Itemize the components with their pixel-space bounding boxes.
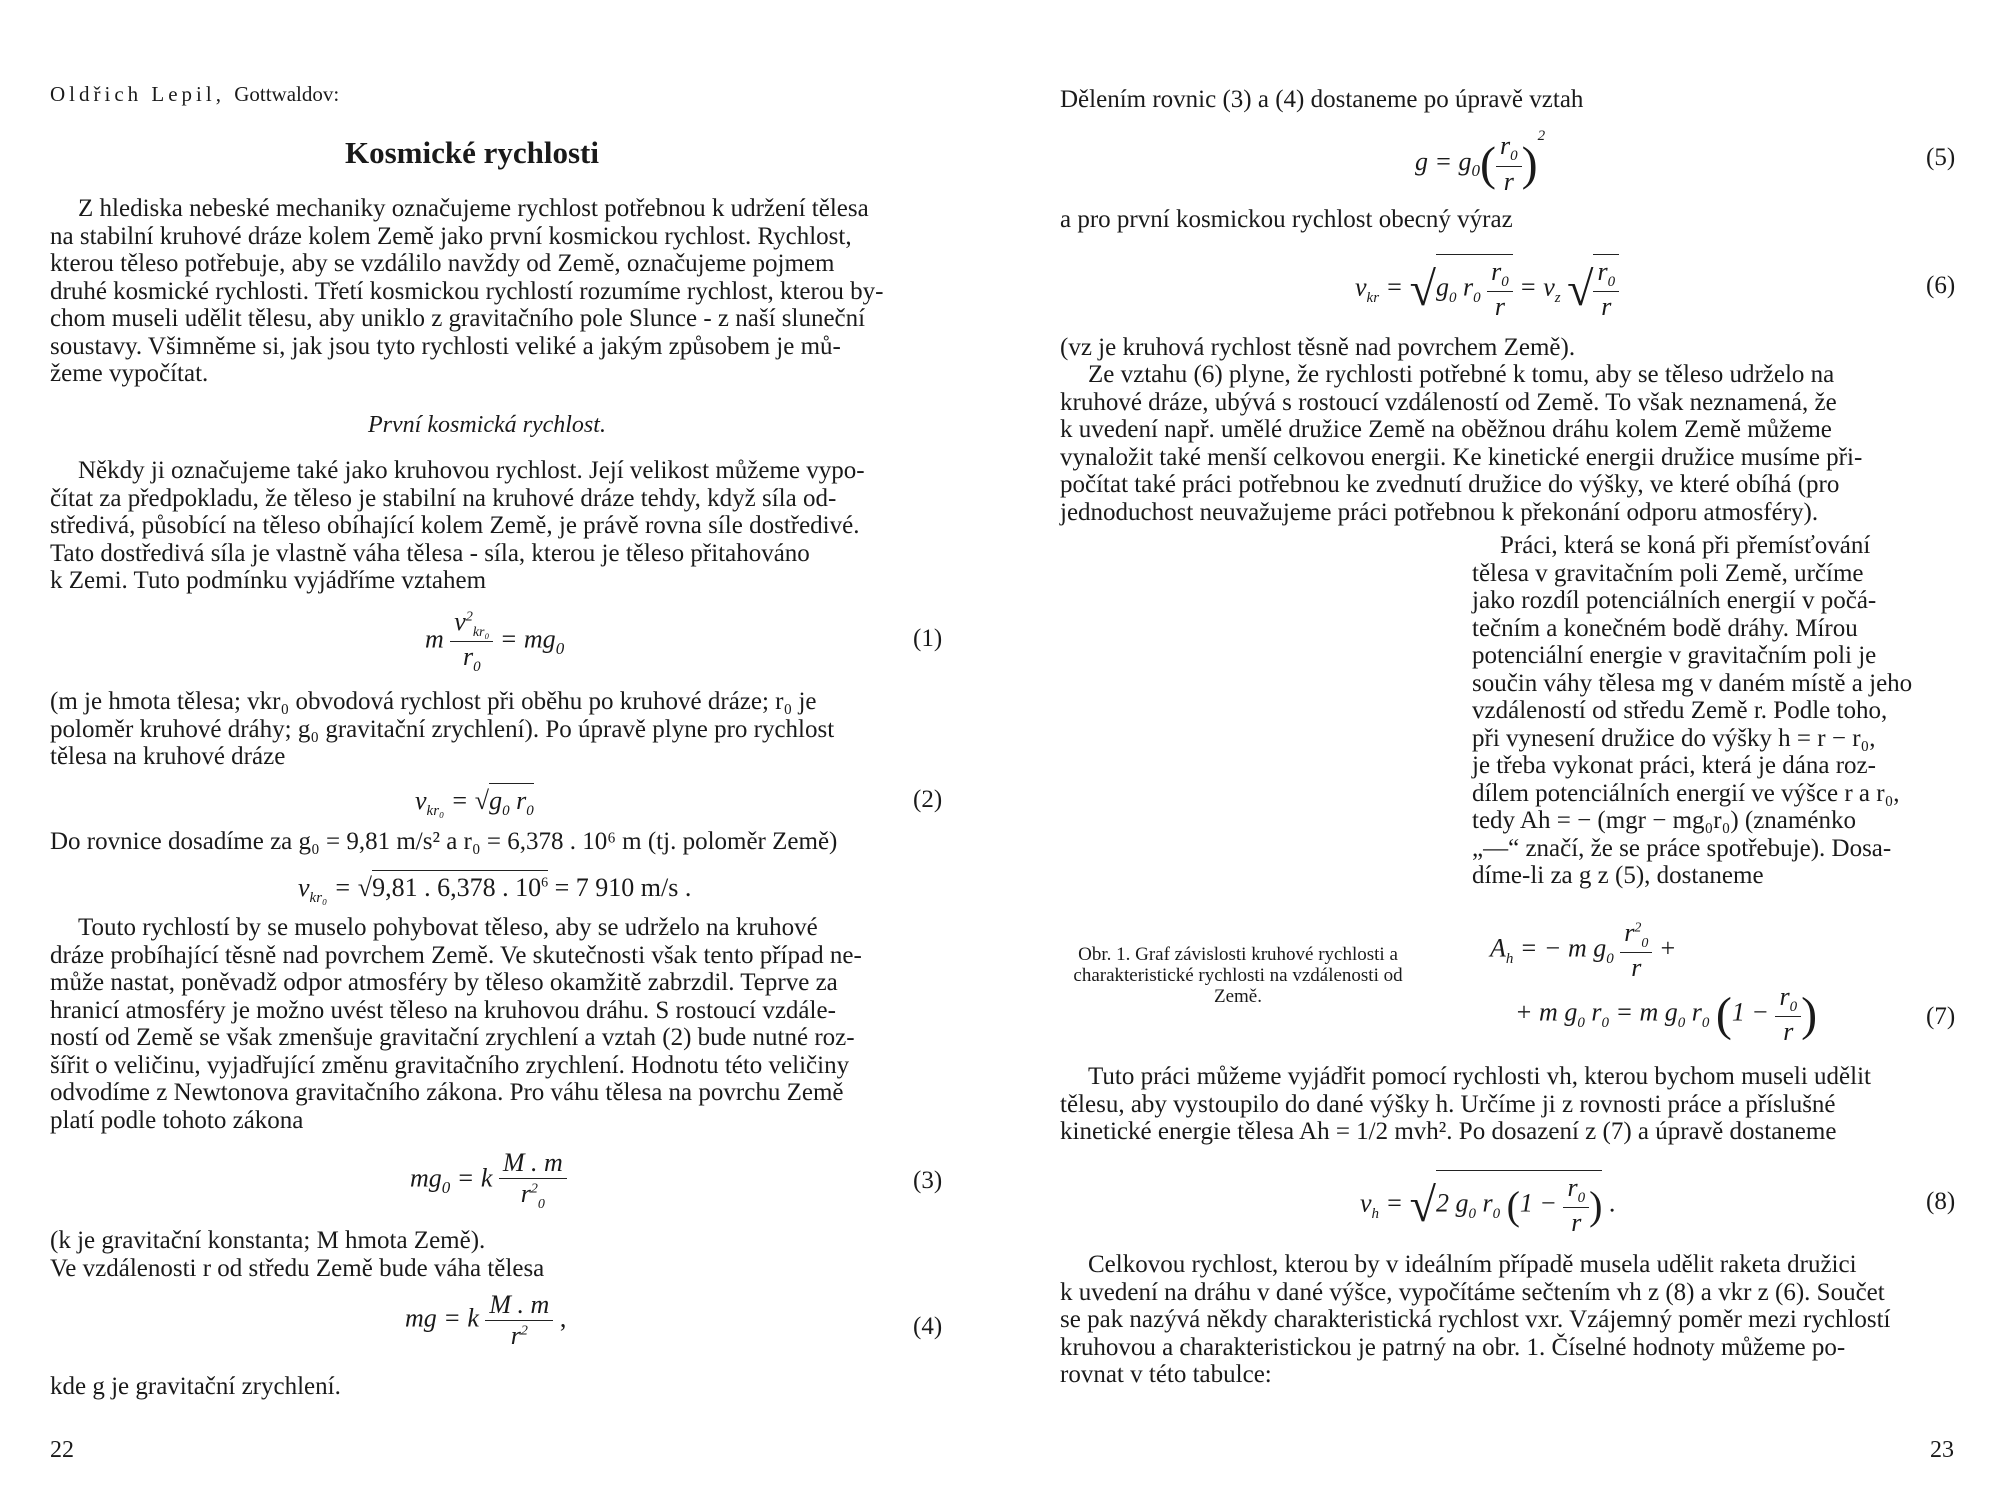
- text-line: ností od Země se však zmenšuje gravitační zrychlení a vztah (2) bude nutné roz-: [50, 1024, 855, 1051]
- paragraph-1: [50, 457, 945, 595]
- equation-number: (4): [913, 1313, 943, 1340]
- equation-2: $v_{kr_0} = √g_0$ $r_0$: [415, 783, 534, 820]
- equation-calculation: $v_{kr_0} = √9,81$ . 6,378 . $10^6 = 7$ 910 m/s .: [298, 870, 691, 907]
- text-line: (m je hmota tělesa; vkr₀ obvodová rychlost při oběhu po kruhové dráze; r₀ je: [50, 688, 817, 715]
- equation-6: $v_{kr} = √g_0$ $r_0$ $\frac{r_0}{r}$ = $v_z$ √ $\frac{r_0}{r}$: [1355, 254, 1619, 322]
- article-title: Kosmické rychlosti: [345, 135, 599, 170]
- text-line: tělesa na kruhové dráze: [50, 743, 286, 770]
- paragraph-2: [50, 688, 945, 771]
- text-line: je třeba vykonat práci, která je dána roz-: [1472, 752, 1876, 779]
- text-line: chom museli udělit tělesu, aby uniklo z gravitačního pole Slunce - z naší sluneční: [50, 305, 866, 332]
- text-line: soustavy. Všimněme si, jak jsou tyto rychlosti veliké a jakým způsobem je mů-: [50, 332, 841, 360]
- paragraph-6: [50, 1373, 945, 1401]
- text-line: na stabilní kruhové dráze kolem Země jako první kosmickou rychlost. Rychlost,: [50, 222, 852, 250]
- intro-paragraph: [50, 195, 945, 388]
- text-line: Celkovou rychlost, kterou by v ideálním případě musela udělit raketa družici: [1088, 1251, 1857, 1278]
- text-line: Tato dostředivá síla je vlastně váha tělesa - síla, kterou je těleso přitahováno: [50, 539, 810, 567]
- paragraph-3: [1472, 532, 1950, 890]
- section-subheading: První kosmická rychlost.: [368, 412, 606, 438]
- text-line: tečním a konečném bodě dráhy. Mírou: [1472, 614, 1858, 642]
- equation-7a: $A_h$ = − m $g_0$ $\frac{r^2_0}{r}$ +: [1490, 918, 1677, 983]
- text-line: k uvedení na dráhu v dané výšce, vypočítáme sečtením vh z (8) a vkr z (6). Součet: [1060, 1278, 1885, 1306]
- equation-number: (7): [1926, 1003, 1956, 1030]
- text-line: a pro první kosmickou rychlost obecný výraz: [1060, 206, 1513, 233]
- text-line: kde g je gravitační zrychlení.: [50, 1373, 341, 1400]
- text-line: Touto rychlostí by se muselo pohybovat těleso, aby se udrželo na kruhové: [78, 914, 818, 941]
- equation-number: (8): [1926, 1188, 1956, 1215]
- text-line: vynaložit také menší celkovou energii. Ke kinetické energii družice musíme při-: [1060, 443, 1863, 471]
- paragraph-1: [1060, 334, 1950, 362]
- text-line: tělesa v gravitačním poli Země, určíme: [1472, 559, 1864, 587]
- text-line: při vynesení družice do výšky h = r − r₀,: [1472, 724, 1876, 752]
- text-line: díme-li za g z (5), dostaneme: [1472, 862, 1764, 889]
- text-line: může nastat, poněvadž odpor atmosféry by těleso okamžitě zabrzdil. Teprve za: [50, 969, 838, 996]
- text-line: šířit o veličinu, vyjadřující změnu gravitačního zrychlení. Hodnotu této veličiny: [50, 1051, 850, 1079]
- text-line: jednoduchost neuvažujeme práci potřebnou k překonání odporu atmosféry).: [1060, 498, 1819, 526]
- figure-caption: Obr. 1. Graf závislosti kruhové rychlosti a charakteristické rychlosti na vzdálenosti od Země.: [1073, 944, 1403, 1007]
- equation-5: $g = g_0$( $\frac{r_0}{r}$ )$^2$: [1415, 128, 1546, 196]
- text-line: k Zemi. Tuto podmínku vyjádříme vztahem: [50, 567, 487, 594]
- text-line: dílem potenciálních energií ve výšce r a r₀,: [1472, 779, 1900, 807]
- text-line: druhé kosmické rychlosti. Třetí kosmickou rychlostí rozumíme rychlost, kterou by-: [50, 277, 884, 305]
- text-line: se pak nazývá někdy charakteristická rychlost vxr. Vzájemný poměr mezi rychlostí: [1060, 1306, 1891, 1333]
- text-line: Někdy ji označujeme také jako kruhovou rychlost. Její velikost můžeme vypo-: [78, 457, 865, 484]
- text-line: jako rozdíl potenciálních energií v počá-: [1472, 587, 1877, 614]
- author-line: Oldřich Lepil, Gottwaldov:: [50, 82, 340, 106]
- text-line: součin váhy tělesa mg v daném místě a jeho: [1472, 669, 1913, 697]
- text-line: počítat také práci potřebnou ke zvednutí družice do výšky, ve které obíhá (pro: [1060, 471, 1840, 498]
- text-line: kinetické energie tělesa Ah = 1/2 mvh². Po dosazení z (7) a úpravě dostaneme: [1060, 1118, 1837, 1145]
- text-line: Z hlediska nebeské mechaniky označujeme rychlost potřebnou k udržení tělesa: [78, 195, 869, 222]
- text-line: (vz je kruhová rychlost těsně nad povrchem Země).: [1060, 334, 1576, 361]
- right-page: [1000, 0, 2000, 1501]
- equation-3: $mg_0 = k$ $\frac{M . m}{r^2_0}$: [410, 1148, 567, 1213]
- text-line: Ve vzdálenosti r od středu Země bude váha tělesa: [50, 1254, 545, 1282]
- text-line: hranicí atmosféry je možno uvést těleso na kruhovou dráhu. S rostoucí vzdále-: [50, 996, 836, 1024]
- paragraph-5: [50, 1227, 945, 1282]
- text-line: kruhovou a charakteristickou je patrný na obr. 1. Číselné hodnoty můžeme po-: [1060, 1333, 1846, 1361]
- text-line: Do rovnice dosadíme za g₀ = 9,81 m/s² a r₀ = 6,378 . 10⁶ m (tj. poloměr Země): [50, 828, 838, 855]
- text-line: vzdáleností od středu Země r. Podle toho,: [1472, 697, 1888, 724]
- text-line: čítat za předpokladu, že těleso je stabilní na kruhové dráze tehdy, když síla od-: [50, 484, 837, 512]
- text-line: odvodíme z Newtonova gravitačního zákona. Pro váhu tělesa na povrchu Země: [50, 1079, 844, 1106]
- text-line: kruhové dráze, ubývá s rostoucí vzdáleností od Země. To však neznamená, že: [1060, 388, 1837, 416]
- paragraph-4: [1060, 1063, 1950, 1146]
- equation-number: (5): [1926, 144, 1956, 171]
- text-line: tělesu, aby vystoupilo do dané výšky h. Určíme ji z rovnosti práce a příslušné: [1060, 1090, 1836, 1118]
- equation-number: (3): [913, 1167, 943, 1194]
- text-line: (k je gravitační konstanta; M hmota Země).: [50, 1227, 486, 1254]
- text-line: tedy Ah = − (mgr − mg₀r₀) (znaménko: [1472, 807, 1856, 834]
- text-line-block: [1060, 206, 1950, 234]
- page-number: 22: [50, 1437, 74, 1463]
- text-line: k uvedení např. umělé družice Země na oběžnou dráhu kolem Země můžeme: [1060, 416, 1832, 443]
- page-number: 23: [1930, 1437, 1954, 1463]
- text-line: potenciální energie v gravitačním poli je: [1472, 642, 1877, 669]
- text-line: poloměr kruhové dráhy; g₀ gravitační zrychlení). Po úpravě plyne pro rychlost: [50, 715, 835, 743]
- text-line: Ze vztahu (6) plyne, že rychlosti potřebné k tomu, aby se těleso udrželo na: [1088, 361, 1835, 388]
- equation-4: mg = k $\frac{M . m}{r^2}$ ,: [405, 1290, 567, 1350]
- text-line: platí podle tohoto zákona: [50, 1106, 304, 1134]
- paragraph-5: [1060, 1251, 1950, 1389]
- paragraph-4: [50, 914, 945, 1134]
- equation-number: (1): [913, 625, 943, 652]
- text-line: Práci, která se koná při přemísťování: [1500, 532, 1871, 559]
- paragraph-3: [50, 828, 945, 856]
- equation-number: (6): [1926, 272, 1956, 299]
- equation-1: m $\frac{v^2_{kr_0}}{r_0}$ = $mg_0$: [425, 607, 565, 676]
- equation-7b: + m $g_0$ $r_0 = m$ $g_0$ $r_0$ (1 − $\frac{r_0}{r}$ ): [1515, 982, 1818, 1047]
- text-line: žeme vypočítat.: [50, 360, 209, 387]
- text-line: rovnat v této tabulce:: [1060, 1361, 1272, 1388]
- text-line: „—“ značí, že se práce spotřebuje). Dosa-: [1472, 834, 1892, 862]
- text-line: Tuto práci můžeme vyjádřit pomocí rychlosti vh, kterou bychom museli udělit: [1088, 1063, 1871, 1090]
- equation-number: (2): [913, 786, 943, 813]
- intro-line: [1060, 86, 1950, 114]
- text-line: Dělením rovnic (3) a (4) dostaneme po úpravě vztah: [1060, 86, 1584, 113]
- text-line: kterou těleso potřebuje, aby se vzdálilo navždy od Země, označujeme pojmem: [50, 250, 835, 277]
- text-line: dráze probíhající těsně nad povrchem Země. Ve skutečnosti však tento případ ne-: [50, 941, 862, 969]
- text-line: středivá, působící na těleso obíhající kolem Země, je právě rovna síle dostředivé.: [50, 512, 860, 539]
- paragraph-2: [1060, 361, 1950, 526]
- equation-8: $v_h = √2$ $g_0$ $r_0$ (1 − $\frac{r_0}{r}$ ) .: [1360, 1170, 1615, 1238]
